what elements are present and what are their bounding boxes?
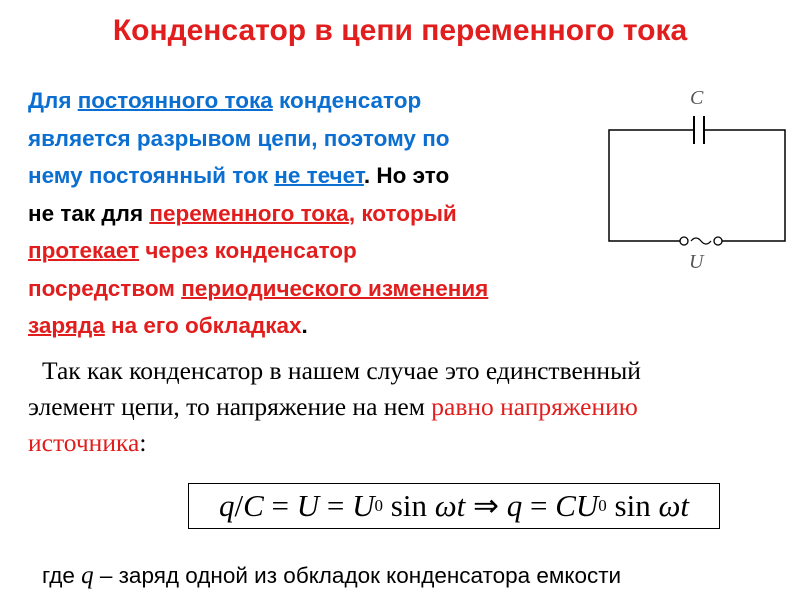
terminal-right (714, 237, 722, 245)
p1-text: является разрывом цепи, поэтому по (28, 125, 450, 151)
formula-part: U (296, 488, 320, 523)
formula-part: = (263, 488, 297, 523)
p1-line-7 (28, 307, 598, 345)
capacitor-label: C (690, 87, 704, 109)
p1-underlined-ac: переменного тока (149, 200, 349, 226)
p2-line-2 (28, 389, 788, 425)
bottom-text: где (42, 563, 82, 588)
p1-underlined-flows: протекает (28, 238, 140, 263)
p1-line-4 (28, 195, 598, 233)
formula-part: C (243, 488, 264, 523)
formula-part: sin (606, 488, 659, 523)
p1-line-6 (28, 270, 598, 308)
formula-part: ω (658, 488, 681, 523)
p2-line-1: Так как конденсатор в нашем случае это единственный (42, 356, 641, 385)
p1-text: не так для (28, 200, 150, 226)
p2-text: : (139, 428, 147, 457)
formula-part: t (680, 488, 689, 523)
p1-underlined-no-flow: не течет (274, 163, 364, 188)
p1-underlined-periodic: периодического изменения (181, 275, 489, 301)
paragraph-voltage (28, 353, 788, 461)
formula-part: CU (555, 488, 599, 523)
p1-text: через конденсатор (139, 238, 357, 263)
p2-text: элемент цепи, то напряжение на нем (28, 392, 432, 421)
bottom-note (42, 562, 782, 590)
p1-line-3 (28, 157, 598, 195)
p1-text: посредством (28, 275, 182, 301)
capacitor-circuit-diagram (600, 80, 790, 270)
formula-part: q (506, 488, 523, 523)
formula-part: / (234, 488, 244, 523)
formula-part: sin (383, 488, 435, 523)
slide-title: Конденсатор в цепи переменного тока (112, 14, 688, 47)
circuit-wire-right (704, 130, 785, 241)
p1-text: . (301, 313, 308, 338)
formula-part: 0 (374, 496, 384, 515)
p2-line-3 (28, 425, 788, 461)
bottom-variable: q (81, 562, 94, 589)
p1-text: , который (348, 200, 457, 226)
formula-part: = (522, 488, 556, 523)
p1-line-1 (28, 82, 598, 120)
p1-line-2 (28, 120, 598, 158)
voltage-label: U (689, 251, 704, 270)
p2-highlight: источника (28, 428, 140, 457)
ac-source-icon (691, 238, 711, 244)
formula-part: 0 (598, 496, 607, 515)
circuit-wire-left (609, 130, 694, 241)
formula-part: q (218, 488, 235, 523)
p1-text: на его обкладках (104, 313, 302, 338)
p2-highlight: равно напряжению (431, 392, 638, 421)
formula-part: t (456, 488, 466, 523)
paragraph-dc-ac (28, 82, 598, 345)
formula-part: ω (434, 488, 457, 523)
terminal-left (680, 237, 688, 245)
formula-box (188, 483, 720, 529)
formula-part: = (319, 488, 353, 523)
p1-underlined-dc: постоянного тока (77, 88, 273, 113)
formula-arrow: ⇒ (465, 488, 507, 523)
bottom-text: – заряд одной из обкладок конденсатора емкости (93, 563, 622, 588)
p1-text: конденсатор (272, 88, 422, 113)
p1-line-5 (28, 232, 598, 270)
p1-text: . Но это (363, 163, 450, 188)
formula-part: U (352, 488, 375, 523)
p1-text: Для (28, 88, 78, 113)
p1-text: нему постоянный ток (28, 163, 275, 188)
p1-underlined-charge: заряда (28, 313, 105, 338)
